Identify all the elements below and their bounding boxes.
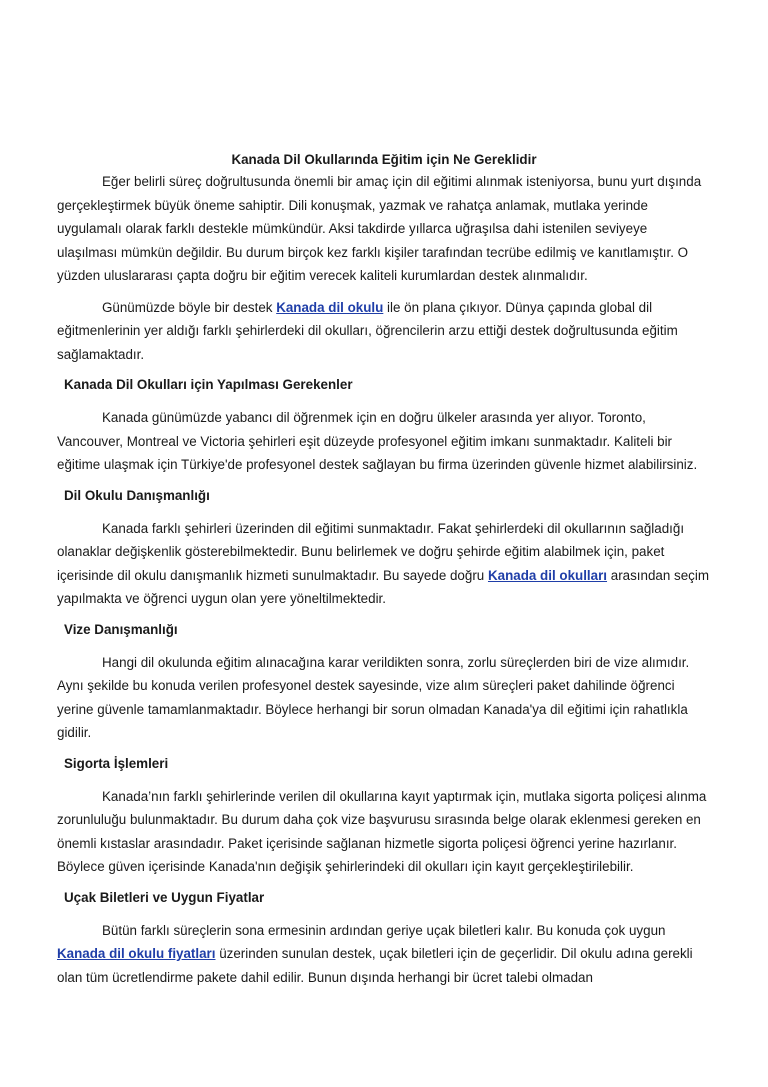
intro-paragraph-2-text-end: ile ön plana çıkıyor. Dünya çapında global dil eğitmenlerinin yer aldığı farklı şehirlerdeki dil okulları, öğrencilerin arzu ettiği destek doğrultusunda eğitim sağlamaktadır. xyxy=(57,299,678,362)
kanada-dil-okullari-link[interactable]: Kanada dil okulları xyxy=(487,567,608,583)
kanada-dil-okulu-fiyatlari-link[interactable]: Kanada dil okulu fiyatları xyxy=(57,946,216,961)
section-2-text-start: Kanada farklı şehirleri üzerinden dil eğitimi sunmaktadır. Fakat şehirlerdeki dil okullarının sağladığı olanaklar değişkenlik gösterebilmektedir. Bunu belirlemek ve doğru şehirde eğitim alabilmek için, paket içerisinde dil okulu danışmanlık hizmeti sunulmaktadır. Bu sayede doğru xyxy=(57,520,685,583)
intro-paragraph-2 xyxy=(57,296,711,367)
intro-paragraph-2-text-start: Günümüzde böyle bir destek xyxy=(102,299,277,315)
section-heading-ucak-biletleri: Uçak Biletleri ve Uygun Fiyatlar xyxy=(64,889,265,905)
section-2-text-end: arasından seçim yapılmakta ve öğrenci uygun olan yere yöneltilmektedir. xyxy=(57,567,709,606)
intro-paragraph-1: Eğer belirli süreç doğrultusunda önemli bir amaç için dil eğitimi alınmak isteniyorsa, bunu yurt dışında gerçekleştirmek büyük öneme sahiptir. Dili konuşmak, yazmak ve rahatça anlamak, mutlaka yerinde uygulamalı olarak farklı destekle mümkündür. Aksi takdirde yıllarca uğraşılsa dahi istenilen seviyeye ulaşılması mümkün değildir. Bu durum birçok kez farklı kişiler tarafından tecrübe edilmiş ve kanıtlamıştır. O yüzden uluslararası çapta doğru bir eğitim verecek kaliteli kurumlardan destek alınmalıdır. xyxy=(57,174,702,283)
document-body xyxy=(57,150,711,997)
section-5-text-end: üzerinden sunulan destek, uçak biletleri için de geçerlidir. Dil okulu adına gerekli olan tüm ücretlendirme pakete dahil edilir. Bunun dışında herhangi bir ücret talebi olmadan xyxy=(57,946,693,985)
section-1-paragraph: Kanada günümüzde yabancı dil öğrenmek için en doğru ülkeler arasında yer alıyor. Toronto, Vancouver, Montreal ve Victoria şehirleri eşit düzeyde profesyonel eğitim imkanı sunmaktadır. Kaliteli bir eğitime ulaşmak için Türkiye'de profesyonel destek sağlayan bu firma üzerinden güvenle hizmet alabilirsiniz. xyxy=(57,410,698,472)
section-heading-sigorta-islemleri: Sigorta İşlemleri xyxy=(64,755,169,771)
section-5-text-start: Bütün farklı süreçlerin sona ermesinin ardından geriye uçak biletleri kalır. Bu konuda çok uygun xyxy=(102,922,666,938)
section-2-paragraph xyxy=(57,517,711,611)
section-4-paragraph: Kanada’nın farklı şehirlerinde verilen dil okullarına kayıt yaptırmak için, mutlaka sigorta poliçesi alınma zorunluluğu bulunmaktadır. Bu durum daha çok vize başvurusu sırasında belge olarak eklenmesi gereken en önemli kıstaslar arasındadır. Paket içerisinde sağlanan hizmetle sigorta poliçesi öğrenci yerine hazırlanır. Böylece güven içerisinde Kanada'nın değişik şehirlerindeki dil okulları için kayıt gerçekleştirilebilir. xyxy=(57,788,707,874)
section-5-paragraph xyxy=(57,919,711,990)
section-heading-yapilmasi-gerekenler: Kanada Dil Okulları için Yapılması Gerekenler xyxy=(64,377,353,392)
section-heading-dil-okulu-danismanligi: Dil Okulu Danışmanlığı xyxy=(64,487,210,503)
document-title: Kanada Dil Okullarında Eğitim için Ne Gereklidir xyxy=(231,152,537,167)
section-heading-vize-danismanligi: Vize Danışmanlığı xyxy=(64,621,178,637)
kanada-dil-okulu-link[interactable]: Kanada dil okulu xyxy=(276,299,384,315)
section-3-paragraph: Hangi dil okulunda eğitim alınacağına karar verildikten sonra, zorlu süreçlerden biri de vize alımıdır. Aynı şekilde bu konuda verilen profesyonel destek sayesinde, vize alım süreçleri paket dahilinde öğrenci yerine güvenle tamamlanmaktadır. Böylece herhangi bir sorun olmadan Kanada'ya dil eğitimi için rahatlıkla gidilir. xyxy=(57,654,690,740)
